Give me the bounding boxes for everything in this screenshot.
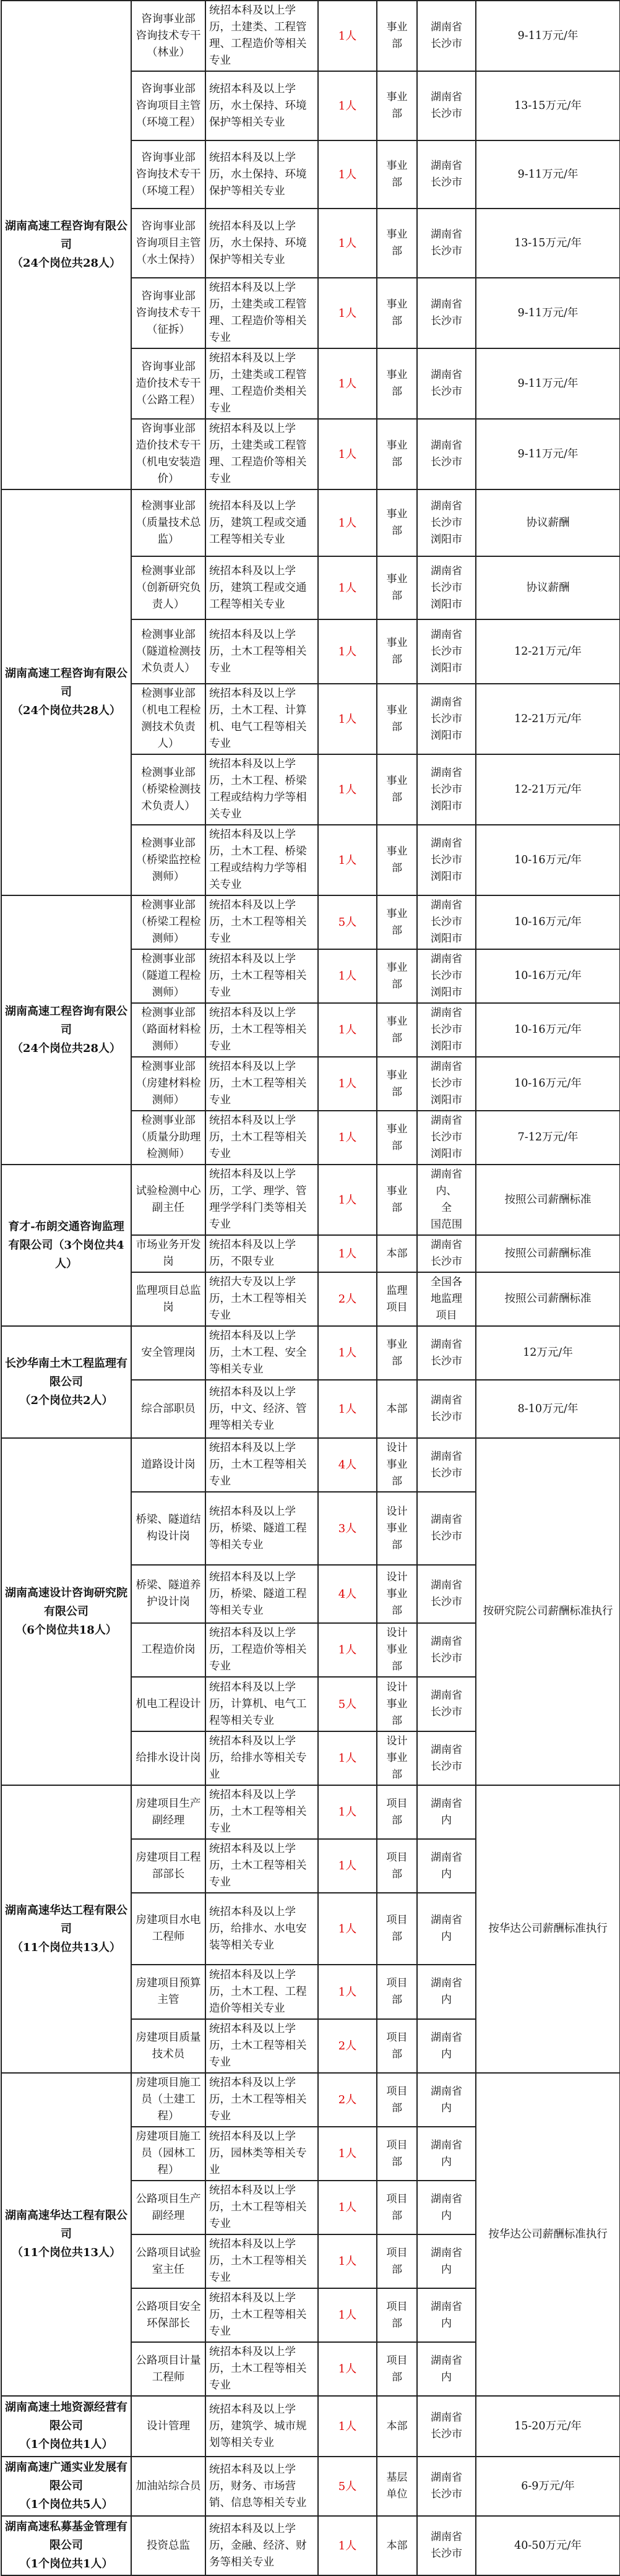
- recruitment-table: [1, 0, 620, 2576]
- department: 项目 部: [377, 1893, 417, 1965]
- headcount: 1人: [318, 2234, 377, 2288]
- position-requirement: 统招本科及以上学历，土木工程、桥梁工程或结构力学等相关专业: [205, 754, 318, 825]
- work-location: 湖南省 内: [417, 2288, 476, 2342]
- salary: 6-9万元/年: [476, 2457, 620, 2516]
- position-name: 检测事业部 （桥梁监控检测师）: [131, 825, 205, 895]
- work-location: 湖南省 长沙市: [417, 2457, 476, 2516]
- position-requirement: 统招本科及以上学历，土木工程等相关专业: [205, 895, 318, 949]
- headcount: 1人: [318, 754, 377, 825]
- department: 监理 项目: [377, 1272, 417, 1326]
- position-name: 试验检测中心副主任: [131, 1165, 205, 1235]
- position-requirement: 统招本科及以上学历，土木工程等相关专业: [205, 2288, 318, 2342]
- work-location: 湖南省 内: [417, 2342, 476, 2396]
- position-requirement: 统招本科及以上学历，土木工程等相关专业: [205, 2234, 318, 2288]
- salary: 按研究院公司薪酬标准执行: [476, 1438, 620, 1785]
- headcount: 3人: [318, 1492, 377, 1565]
- work-location: 湖南省 内: [417, 2073, 476, 2127]
- department: 项目 部: [377, 1785, 417, 1839]
- position-requirement: 统招本科及以上学历，建筑工程或交通工程等相关专业: [205, 556, 318, 619]
- department: 设计 事业 部: [377, 1438, 417, 1492]
- department: 事业 部: [377, 1, 417, 71]
- position-name: 检测事业部 （桥梁检测技术负责人）: [131, 754, 205, 825]
- company-name: 育才-布朗交通咨询监理有限公司（3个岗位共4人）: [1, 1165, 131, 1326]
- position-name: 道路设计岗: [131, 1438, 205, 1492]
- headcount: 1人: [318, 1, 377, 71]
- position-name: 房建项目工程部部长: [131, 1839, 205, 1893]
- department: 事业 部: [377, 556, 417, 619]
- work-location: 湖南省 长沙市: [417, 1731, 476, 1785]
- position-requirement: 统招本科及以上学历，土建类或工程管理、工程造价等相关专业: [205, 278, 318, 348]
- position-requirement: 统招本科及以上学历，水土保持、环境保护等相关专业: [205, 71, 318, 140]
- headcount: 2人: [318, 1272, 377, 1326]
- position-name: 检测事业部 （隧道检测技术负责人）: [131, 619, 205, 684]
- department: 项目 部: [377, 1839, 417, 1893]
- work-location: 湖南省 长沙市: [417, 1235, 476, 1272]
- department: 事业 部: [377, 754, 417, 825]
- department: 事业 部: [377, 619, 417, 684]
- position-requirement: 统招本科及以上学历，土建类或工程管理、工程造价等相关专业: [205, 419, 318, 489]
- company-name: 湖南高速工程咨询有限公司 （24个岗位共28人）: [1, 489, 131, 895]
- salary: 协议薪酬: [476, 489, 620, 556]
- headcount: 1人: [318, 684, 377, 754]
- salary: 13-15万元/年: [476, 71, 620, 140]
- salary: 10-16万元/年: [476, 949, 620, 1003]
- department: 事业 部: [377, 684, 417, 754]
- salary: 按照公司薪酬标准: [476, 1272, 620, 1326]
- department: 本部: [377, 2516, 417, 2575]
- work-location: 湖南省 长沙市: [417, 348, 476, 419]
- position-name: 加油站综合员: [131, 2457, 205, 2516]
- work-location: 湖南省 长沙市: [417, 278, 476, 348]
- salary: 10-16万元/年: [476, 1003, 620, 1057]
- headcount: 1人: [318, 1380, 377, 1438]
- position-name: 公路项目试验室主任: [131, 2234, 205, 2288]
- headcount: 1人: [318, 2516, 377, 2575]
- department: 设计 事业 部: [377, 1623, 417, 1677]
- salary: 10-16万元/年: [476, 825, 620, 895]
- headcount: 5人: [318, 2457, 377, 2516]
- position-requirement: 统招本科及以上学历，中文、经济、管理等相关专业: [205, 1380, 318, 1438]
- work-location: 湖南省 内: [417, 2181, 476, 2234]
- position-requirement: 统招本科及以上学历，土木工程等相关专业: [205, 1785, 318, 1839]
- headcount: 1人: [318, 140, 377, 209]
- department: 设计 事业 部: [377, 1677, 417, 1731]
- salary: 13-15万元/年: [476, 209, 620, 278]
- work-location: 湖南省 长沙市 浏阳市: [417, 1003, 476, 1057]
- position-requirement: 统招本科及以上学历，建筑学、城市规划等相关专业: [205, 2396, 318, 2457]
- position-requirement: 统招本科及以上学历，计算机、电气工程等相关专业: [205, 1677, 318, 1731]
- headcount: 1人: [318, 1235, 377, 1272]
- headcount: 2人: [318, 2073, 377, 2127]
- position-requirement: 统招本科及以上学历，土木工程等相关专业: [205, 1438, 318, 1492]
- position-requirement: 统招本科及以上学历，土木工程等相关专业: [205, 619, 318, 684]
- headcount: 1人: [318, 1165, 377, 1235]
- work-location: 湖南省 长沙市: [417, 1677, 476, 1731]
- position-requirement: 统招本科及以上学历，建筑工程或交通工程等相关专业: [205, 489, 318, 556]
- position-requirement: 统招本科及以上学历，土木工程等相关专业: [205, 1111, 318, 1165]
- headcount: 5人: [318, 895, 377, 949]
- position-requirement: 统招本科及以上学历，桥梁、隧道工程等相关专业: [205, 1492, 318, 1565]
- position-name: 咨询事业部 咨询技术专干 （征拆）: [131, 278, 205, 348]
- work-location: 湖南省 长沙市 浏阳市: [417, 684, 476, 754]
- position-name: 桥梁、隧道养护设计岗: [131, 1565, 205, 1623]
- work-location: 湖南省 长沙市 浏阳市: [417, 556, 476, 619]
- company-name: 湖南高速华达工程有限公司 （11个岗位共13人）: [1, 1785, 131, 2073]
- position-requirement: 统招本科及以上学历，土木工程等相关专业: [205, 2181, 318, 2234]
- position-requirement: 统招本科及以上学历，水土保持、环境保护等相关专业: [205, 140, 318, 209]
- headcount: 1人: [318, 949, 377, 1003]
- work-location: 湖南省 内: [417, 2127, 476, 2181]
- headcount: 1人: [318, 489, 377, 556]
- salary: 9-11万元/年: [476, 348, 620, 419]
- headcount: 1人: [318, 1731, 377, 1785]
- position-name: 房建项目水电工程师: [131, 1893, 205, 1965]
- headcount: 1人: [318, 1057, 377, 1111]
- headcount: 1人: [318, 2127, 377, 2181]
- headcount: 1人: [318, 1111, 377, 1165]
- position-name: 检测事业部 （路面材料检测师）: [131, 1003, 205, 1057]
- work-location: 湖南省 长沙市: [417, 1380, 476, 1438]
- position-name: 检测事业部 （房建材料检测师）: [131, 1057, 205, 1111]
- table-row: [1, 489, 620, 556]
- salary: 按照公司薪酬标准: [476, 1165, 620, 1235]
- company-name: 湖南高速设计咨询研究院有限公司 （6个岗位共18人）: [1, 1438, 131, 1785]
- work-location: 湖南省 长沙市: [417, 1623, 476, 1677]
- position-requirement: 统招本科及以上学历，土木工程等相关专业: [205, 1057, 318, 1111]
- position-requirement: 统招本科及以上学历，财务、市场营销、信息等相关专业: [205, 2457, 318, 2516]
- position-name: 检测事业部 （质量分助理检测师）: [131, 1111, 205, 1165]
- department: 事业 部: [377, 1165, 417, 1235]
- headcount: 1人: [318, 2288, 377, 2342]
- salary: 按照公司薪酬标准: [476, 1235, 620, 1272]
- table-row: [1, 1, 620, 71]
- work-location: 湖南省 长沙市: [417, 2516, 476, 2575]
- position-name: 检测事业部 （创新研究负责人）: [131, 556, 205, 619]
- headcount: 5人: [318, 1677, 377, 1731]
- company-name: 湖南高速工程咨询有限公司 （24个岗位共28人）: [1, 1, 131, 489]
- company-name: 湖南高速工程咨询有限公司 （24个岗位共28人）: [1, 895, 131, 1165]
- department: 本部: [377, 1380, 417, 1438]
- work-location: 湖南省 长沙市: [417, 1326, 476, 1380]
- headcount: 4人: [318, 1565, 377, 1623]
- salary: 12万元/年: [476, 1326, 620, 1380]
- position-name: 监理项目总监岗: [131, 1272, 205, 1326]
- department: 设计 事业 部: [377, 1565, 417, 1623]
- table-row: [1, 895, 620, 949]
- company-name: 湖南高速广通实业发展有限公司 （1个岗位共5人）: [1, 2457, 131, 2516]
- department: 事业 部: [377, 825, 417, 895]
- headcount: 1人: [318, 1326, 377, 1380]
- table-row: [1, 1165, 620, 1235]
- department: 事业 部: [377, 278, 417, 348]
- work-location: 湖南省 长沙市 浏阳市: [417, 489, 476, 556]
- department: 项目 部: [377, 1965, 417, 2019]
- work-location: 湖南省 长沙市: [417, 1, 476, 71]
- salary: 8-10万元/年: [476, 1380, 620, 1438]
- position-name: 咨询事业部 造价技术专干 （公路工程）: [131, 348, 205, 419]
- headcount: 2人: [318, 2019, 377, 2073]
- position-requirement: 统招本科及以上学历，土木工程等相关专业: [205, 949, 318, 1003]
- salary: 9-11万元/年: [476, 278, 620, 348]
- headcount: 1人: [318, 1965, 377, 2019]
- department: 事业 部: [377, 489, 417, 556]
- table-row: [1, 1438, 620, 1492]
- position-name: 给排水设计岗: [131, 1731, 205, 1785]
- department: 项目 部: [377, 2234, 417, 2288]
- position-requirement: 统招本科及以上学历，水土保持、环境保护等相关专业: [205, 209, 318, 278]
- position-name: 咨询事业部 咨询项目主管 （水土保持）: [131, 209, 205, 278]
- position-requirement: 统招本科及以上学历，土木工程、桥梁工程或结构力学等相关专业: [205, 825, 318, 895]
- salary: 10-16万元/年: [476, 1057, 620, 1111]
- position-requirement: 统招本科及以上学历，给排水等相关专业: [205, 1731, 318, 1785]
- work-location: 湖南省 长沙市: [417, 140, 476, 209]
- work-location: 湖南省 长沙市: [417, 1438, 476, 1492]
- company-name: 湖南高速私募基金管理有限公司 （1个岗位共1人）: [1, 2516, 131, 2575]
- work-location: 湖南省 长沙市 浏阳市: [417, 619, 476, 684]
- position-name: 咨询事业部 咨询项目主管 （环境工程）: [131, 71, 205, 140]
- department: 事业 部: [377, 949, 417, 1003]
- work-location: 湖南省 长沙市: [417, 209, 476, 278]
- position-requirement: 统招本科及以上学历，金融、经济、财务等相关专业: [205, 2516, 318, 2575]
- table-row: [1, 2073, 620, 2127]
- headcount: 1人: [318, 1893, 377, 1965]
- headcount: 1人: [318, 71, 377, 140]
- position-name: 工程造价岗: [131, 1623, 205, 1677]
- position-name: 综合部职员: [131, 1380, 205, 1438]
- company-name: 长沙华南土木工程监理有限公司 （2个岗位共2人）: [1, 1326, 131, 1438]
- work-location: 湖南省 长沙市 浏阳市: [417, 754, 476, 825]
- position-requirement: 统招本科及以上学历，工程造价等相关专业: [205, 1623, 318, 1677]
- position-name: 桥梁、隧道结构设计岗: [131, 1492, 205, 1565]
- salary: 12-21万元/年: [476, 684, 620, 754]
- department: 事业 部: [377, 1111, 417, 1165]
- position-requirement: 统招本科及以上学历，土木工程、计算机、电气工程等相关专业: [205, 684, 318, 754]
- position-name: 咨询事业部 咨询技术专干 （林业）: [131, 1, 205, 71]
- salary: 协议薪酬: [476, 556, 620, 619]
- work-location: 湖南省 长沙市: [417, 2396, 476, 2457]
- position-requirement: 统招大专及以上学历，土木工程等相关专业: [205, 1272, 318, 1326]
- position-name: 投资总监: [131, 2516, 205, 2575]
- salary: 10-16万元/年: [476, 895, 620, 949]
- table-row: [1, 2457, 620, 2516]
- department: 事业 部: [377, 140, 417, 209]
- salary: 9-11万元/年: [476, 419, 620, 489]
- department: 基层 单位: [377, 2457, 417, 2516]
- position-name: 公路项目生产副经理: [131, 2181, 205, 2234]
- salary: 9-11万元/年: [476, 140, 620, 209]
- headcount: 1人: [318, 2342, 377, 2396]
- position-name: 房建项目施工员（园林工程）: [131, 2127, 205, 2181]
- position-requirement: 统招本科及以上学历，土木工程等相关专业: [205, 1003, 318, 1057]
- position-name: 机电工程设计: [131, 1677, 205, 1731]
- department: 项目 部: [377, 2019, 417, 2073]
- work-location: 湖南省 内: [417, 1965, 476, 2019]
- table-row: [1, 2396, 620, 2457]
- position-requirement: 统招本科及以上学历，给排水、水电安装等相关专业: [205, 1893, 318, 1965]
- department: 项目 部: [377, 2073, 417, 2127]
- position-name: 房建项目质量技术员: [131, 2019, 205, 2073]
- department: 项目 部: [377, 2181, 417, 2234]
- work-location: 湖南省 长沙市: [417, 1565, 476, 1623]
- position-requirement: 统招本科及以上学历，土木工程、安全等相关专业: [205, 1326, 318, 1380]
- work-location: 湖南省 长沙市 浏阳市: [417, 895, 476, 949]
- salary: 40-50万元/年: [476, 2516, 620, 2575]
- work-location: 湖南省 长沙市: [417, 419, 476, 489]
- position-requirement: 统招本科及以上学历，不限专业: [205, 1235, 318, 1272]
- work-location: 湖南省 长沙市 浏阳市: [417, 825, 476, 895]
- headcount: 1人: [318, 825, 377, 895]
- department: 项目 部: [377, 2127, 417, 2181]
- position-name: 市场业务开发岗: [131, 1235, 205, 1272]
- department: 事业 部: [377, 209, 417, 278]
- headcount: 1人: [318, 419, 377, 489]
- position-requirement: 统招本科及以上学历，工学、理学、管理学学科门类等相关专业: [205, 1165, 318, 1235]
- position-name: 公路项目安全环保部长: [131, 2288, 205, 2342]
- position-name: 检测事业部 （机电工程检测技术负责人）: [131, 684, 205, 754]
- salary: 12-21万元/年: [476, 619, 620, 684]
- work-location: 湖南省 内: [417, 1785, 476, 1839]
- headcount: 1人: [318, 2181, 377, 2234]
- headcount: 1人: [318, 1003, 377, 1057]
- headcount: 4人: [318, 1438, 377, 1492]
- position-requirement: 统招本科及以上学历，土木工程等相关专业: [205, 2073, 318, 2127]
- table-row: [1, 2516, 620, 2575]
- position-name: 咨询事业部 咨询技术专干 （环境工程）: [131, 140, 205, 209]
- position-requirement: 统招本科及以上学历，桥梁、隧道工程等相关专业: [205, 1565, 318, 1623]
- salary: 按华达公司薪酬标准执行: [476, 1785, 620, 2073]
- headcount: 1人: [318, 2396, 377, 2457]
- position-requirement: 统招本科及以上学历，园林类等相关专业: [205, 2127, 318, 2181]
- position-name: 检测事业部 （隧道工程检测师）: [131, 949, 205, 1003]
- position-requirement: 统招本科及以上学历，土木工程等相关专业: [205, 2019, 318, 2073]
- headcount: 1人: [318, 1623, 377, 1677]
- position-name: 安全管理岗: [131, 1326, 205, 1380]
- department: 本部: [377, 1235, 417, 1272]
- company-name: 湖南高速土地资源经营有限公司 （1个岗位共1人）: [1, 2396, 131, 2457]
- position-requirement: 统招本科及以上学历，土建类、工程管理、工程造价等相关专业: [205, 1, 318, 71]
- salary: 15-20万元/年: [476, 2396, 620, 2457]
- position-name: 公路项目计量工程师: [131, 2342, 205, 2396]
- table-row: [1, 1326, 620, 1380]
- department: 设计 事业 部: [377, 1492, 417, 1565]
- department: 事业 部: [377, 419, 417, 489]
- position-name: 咨询事业部 造价技术专干 （机电安装造价）: [131, 419, 205, 489]
- department: 事业 部: [377, 895, 417, 949]
- position-name: 检测事业部 （质量技术总监）: [131, 489, 205, 556]
- department: 设计 事业 部: [377, 1731, 417, 1785]
- work-location: 湖南省 内: [417, 1893, 476, 1965]
- salary: 按华达公司薪酬标准执行: [476, 2073, 620, 2396]
- work-location: 湖南省 内: [417, 1839, 476, 1893]
- work-location: 湖南省 内: [417, 2234, 476, 2288]
- department: 事业 部: [377, 1003, 417, 1057]
- position-name: 房建项目生产副经理: [131, 1785, 205, 1839]
- headcount: 1人: [318, 209, 377, 278]
- salary: 7-12万元/年: [476, 1111, 620, 1165]
- headcount: 1人: [318, 556, 377, 619]
- headcount: 1人: [318, 1839, 377, 1893]
- work-location: 全国各 地监理 项目: [417, 1272, 476, 1326]
- position-requirement: 统招本科及以上学历，土木工程等相关专业: [205, 1839, 318, 1893]
- department: 项目 部: [377, 2288, 417, 2342]
- department: 项目 部: [377, 2342, 417, 2396]
- position-requirement: 统招本科及以上学历，土建类或工程管理、工程造价类相关专业: [205, 348, 318, 419]
- position-name: 房建项目预算主管: [131, 1965, 205, 2019]
- department: 事业 部: [377, 1326, 417, 1380]
- work-location: 湖南省 长沙市: [417, 71, 476, 140]
- position-requirement: 统招本科及以上学历，土木工程等相关专业: [205, 2342, 318, 2396]
- headcount: 1人: [318, 278, 377, 348]
- company-name: 湖南高速华达工程有限公司 （11个岗位共13人）: [1, 2073, 131, 2396]
- work-location: 湖南省 内、 全 国范围: [417, 1165, 476, 1235]
- department: 事业 部: [377, 71, 417, 140]
- work-location: 湖南省 长沙市 浏阳市: [417, 1057, 476, 1111]
- position-name: 检测事业部 （桥梁工程检测师）: [131, 895, 205, 949]
- headcount: 1人: [318, 619, 377, 684]
- table-row: [1, 1785, 620, 1839]
- salary: 12-21万元/年: [476, 754, 620, 825]
- headcount: 1人: [318, 348, 377, 419]
- position-name: 房建项目施工员（土建工程）: [131, 2073, 205, 2127]
- work-location: 湖南省 长沙市: [417, 1492, 476, 1565]
- work-location: 湖南省 长沙市 浏阳市: [417, 949, 476, 1003]
- department: 事业 部: [377, 348, 417, 419]
- work-location: 湖南省 内: [417, 2019, 476, 2073]
- position-requirement: 统招本科及以上学历，土木工程、工程造价等相关专业: [205, 1965, 318, 2019]
- headcount: 1人: [318, 1785, 377, 1839]
- department: 事业 部: [377, 1057, 417, 1111]
- work-location: 湖南省 长沙市 浏阳市: [417, 1111, 476, 1165]
- department: 本部: [377, 2396, 417, 2457]
- position-name: 设计管理: [131, 2396, 205, 2457]
- salary: 9-11万元/年: [476, 1, 620, 71]
